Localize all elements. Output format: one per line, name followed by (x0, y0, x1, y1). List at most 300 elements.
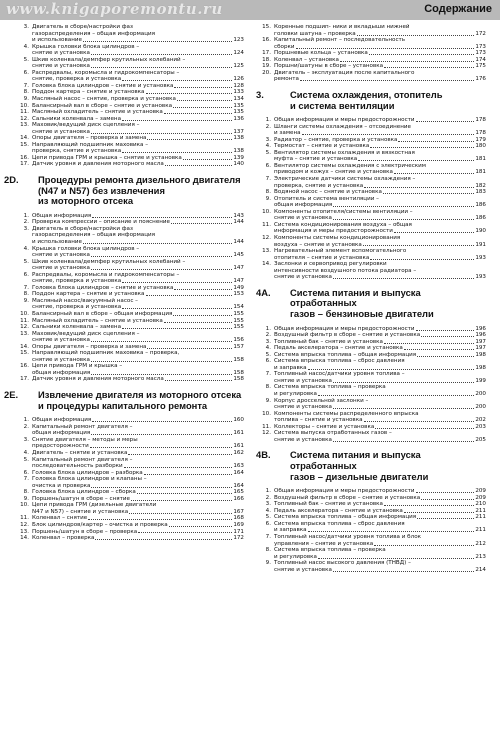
entry-text: Система впрыска топлива – общая информация (274, 351, 417, 358)
entry-number: 3. (23, 225, 29, 232)
entry-text: проверка, снятие и установка (274, 182, 364, 189)
entry-number: 5. (265, 351, 271, 358)
entry-page-number: 213 (475, 553, 486, 560)
entry-number: 3. (23, 24, 29, 30)
dot-leader (147, 348, 232, 349)
toc-entry (260, 547, 486, 560)
entry-text: Отопитель и система вентиляции – (274, 195, 379, 202)
section-title-line: газов – дизельные двигатели (290, 470, 429, 482)
entry-page-number: 199 (475, 377, 486, 384)
entry-text: Направляющий подшипник маховика – (32, 141, 149, 148)
entry-number: 3. (265, 338, 271, 345)
entry-number: 11. (20, 109, 29, 116)
entry-text: снятие и установка (274, 436, 332, 443)
dot-leader (128, 454, 232, 455)
entry-text: снятие и установка (32, 356, 90, 363)
entry-text: Общая информация и меры предосторожности (274, 488, 415, 495)
entry-page-number: 155 (233, 311, 244, 318)
dot-leader (383, 193, 474, 194)
entry-page-number: 138 (233, 135, 244, 142)
entry-text: Двигатель – снятие и установка (32, 449, 128, 456)
entry-number: 7. (265, 371, 271, 378)
entry-text: топлива – снятие и установка (274, 417, 363, 424)
entry-text: муфта – снятие и установка (274, 156, 358, 163)
entry-text: Воздушный фильтр в сборе – снятие и установка (274, 494, 421, 501)
entry-text: Распредвалы, коромысла и гидрокомпенсаторы – (32, 271, 180, 278)
entry-text: Масляный насос – снятие, проверка и установка (32, 96, 176, 103)
entry-text: снятие и установка (274, 274, 332, 281)
entry-number: 19. (262, 63, 271, 70)
entry-text: Коллекторы – снятие и установка (274, 423, 375, 430)
entry-page-number: 167 (233, 508, 244, 515)
entry-text: Двигатель – эксплуатация после капитального (274, 69, 415, 76)
entry-page-number: 178 (475, 117, 486, 124)
entry-number: 3. (23, 436, 29, 443)
dot-leader (92, 421, 232, 422)
toc-entry (260, 411, 486, 424)
entry-page-number: 138 (233, 148, 244, 155)
dot-leader (147, 139, 232, 140)
entry-text: Топливный бак – снятие и установка (274, 338, 383, 345)
entry-number: 13. (20, 528, 29, 535)
dot-leader (144, 474, 233, 475)
dot-leader (318, 558, 474, 559)
toc-entry (18, 476, 244, 489)
entry-page-number: 153 (233, 291, 244, 298)
dot-leader (174, 289, 232, 290)
entry-line (274, 76, 486, 83)
entry-text: Система впрыска топлива – общая информация (274, 514, 417, 521)
entry-page-number: 149 (233, 284, 244, 291)
entry-number: 9. (265, 397, 271, 404)
entry-number: 1. (23, 417, 29, 424)
dot-leader (131, 500, 232, 501)
entry-page-number: 171 (233, 528, 244, 535)
entry-text: снятие, проверка и установка (32, 76, 122, 83)
entry-number: 11. (262, 221, 271, 228)
dot-leader (369, 54, 474, 55)
entry-text: снятие и установка (32, 337, 90, 344)
entry-number: 15. (20, 350, 29, 357)
toc-entry (18, 437, 244, 450)
toc-entry (18, 246, 244, 259)
entry-page-number: 193 (475, 254, 486, 261)
entry-text: Маховик/ведущий диск сцепления – (32, 122, 140, 129)
entry-text: Коленвал – снятие (32, 515, 88, 522)
toc-entry (260, 534, 486, 547)
entry-text: Маховик/ведущий диск сцепления – (32, 330, 140, 337)
entry-number: 2. (265, 123, 271, 130)
entry-page-number: 173 (475, 50, 486, 57)
entry-text: Головка блока цилиндров и клапаны – (32, 476, 147, 483)
entry-text: Термостат – снятие и установка (274, 143, 370, 150)
dot-leader (95, 539, 232, 540)
dot-leader (421, 336, 474, 337)
entry-page-number: 136 (233, 115, 244, 122)
entry-text: Крышка головки блока цилиндров – (32, 245, 140, 252)
toc-entry (18, 298, 244, 311)
entry-number: 6. (265, 358, 271, 365)
entry-number: 12. (20, 115, 29, 122)
entry-text: Компоненты системы кондиционирования (274, 234, 401, 241)
dot-leader (91, 67, 232, 68)
entry-number: 10. (262, 208, 271, 215)
entry-text: Поддон картера – снятие и установка (32, 291, 145, 298)
entry-page-number: 210 (475, 501, 486, 508)
entry-text: информация и меры предосторожности (274, 228, 393, 235)
entry-text: общая информация (32, 430, 91, 437)
dot-leader (333, 206, 474, 207)
entry-text: Снятие двигателя – методы и меры (32, 436, 138, 443)
entry-page-number: 173 (475, 43, 486, 50)
entry-text: Шланги системы охлаждения – отсоединение (274, 123, 411, 130)
dot-leader (91, 487, 232, 488)
entry-text: Поршень/шатун в сборе – снятие (32, 495, 130, 502)
dot-leader (91, 361, 232, 362)
dot-leader (308, 369, 475, 370)
entry-page-number: 163 (233, 463, 244, 470)
entry-page-number: 200 (475, 404, 486, 411)
toc-entry (18, 424, 244, 437)
entry-text: и использование (32, 239, 82, 245)
entry-page-number: 158 (233, 356, 244, 363)
entry-number: 1. (265, 488, 271, 495)
section-title-line: Система охлаждения, отопитель (290, 88, 443, 100)
entry-page-number: 144 (233, 219, 244, 226)
section-number: 4B. (256, 449, 271, 461)
entry-number: 8. (23, 291, 29, 298)
entry-text: Общая информация и меры предосторожности (274, 117, 415, 124)
entry-page-number: 182 (475, 182, 486, 189)
entry-text: и регулировка (274, 391, 317, 398)
dot-leader (300, 80, 474, 81)
entry-number: 8. (265, 189, 271, 196)
entry-text: снятие и установка (274, 404, 332, 411)
entry-number: 13. (262, 248, 271, 255)
entry-page-number: 124 (233, 50, 244, 57)
entry-text: Масляный охладитель – снятие и установка (32, 109, 163, 116)
dot-leader (296, 48, 475, 49)
entry-text: Сальники коленвала – замена (32, 115, 121, 122)
entry-number: 6. (23, 69, 29, 76)
entry-text: Шкив коленвала/демпфер крутильных колебаний – (32, 258, 186, 265)
dot-leader (91, 54, 232, 55)
entry-text: снятие и установка (32, 50, 90, 57)
entry-number: 12. (262, 234, 271, 241)
toc-entry (260, 430, 486, 443)
section-title-line: и система вентиляции (290, 99, 395, 111)
entry-number: 3. (265, 136, 271, 143)
toc-entry (18, 535, 244, 542)
entry-page-number: 179 (475, 136, 486, 143)
dot-leader (91, 133, 232, 134)
section-number: 3. (256, 88, 264, 100)
toc-entry (18, 457, 244, 470)
dot-leader (171, 223, 232, 224)
entry-text: Датчик уровня и давления моторного масла (32, 376, 164, 383)
entry-number: 7. (23, 476, 29, 483)
entry-text: предосторожности (32, 443, 89, 450)
entry-text: Балансирный вал в сборе – снятие и установка (32, 102, 172, 109)
entry-page-number: 176 (475, 76, 486, 83)
entry-text: Масляный насос/вакуумный насос – (32, 297, 138, 304)
entry-text: снятие и установка (274, 566, 332, 573)
entry-page-number: 126 (233, 76, 244, 83)
entry-text: Топливный бак – снятие и установка (274, 501, 383, 508)
entry-number: 11. (262, 423, 271, 430)
section-title-line: Система питания и выпуска отработанных (290, 449, 421, 471)
entry-text: Блок цилиндров/картер – очистка и проверка (32, 521, 168, 528)
entry-page-number: 155 (233, 317, 244, 324)
entry-text: Радиатор – снятие, проверка и установка (274, 136, 398, 143)
entry-number: 5. (23, 56, 29, 63)
entry-number: 10. (262, 410, 271, 417)
entry-text: Двигатель в сборе/настройки фаз (32, 225, 133, 232)
entry-page-number: 193 (475, 274, 486, 281)
dot-leader (358, 160, 474, 161)
entry-number: 2. (23, 219, 29, 226)
entry-text: снятие и установка (274, 377, 332, 384)
toc-entry (18, 226, 244, 246)
toc-entry (260, 150, 486, 163)
entry-text: Шкив коленвала/демпфер крутильных колебаний – (32, 56, 186, 63)
entry-text: Система впрыска топлива – проверка (274, 547, 386, 554)
entry-page-number: 144 (233, 239, 244, 245)
entry-page-number: 135 (233, 109, 244, 116)
entry-page-number: 160 (233, 417, 244, 424)
entry-page-number: 183 (475, 189, 486, 196)
entry-number: 4. (23, 245, 29, 252)
entry-line (32, 161, 244, 168)
section-title-line: Извлечение двигателя из моторного отсека (38, 389, 242, 401)
entry-text: Капитальный ремонт – последовательность (274, 37, 406, 44)
entry-page-number: 139 (233, 154, 244, 161)
entry-page-number: 196 (475, 332, 486, 339)
entry-page-number: 134 (233, 96, 244, 103)
dot-leader (173, 315, 232, 316)
dot-leader (384, 67, 474, 68)
dot-leader (416, 330, 475, 331)
toc-entry (260, 209, 486, 222)
entry-number: 1. (265, 325, 271, 332)
entry-number: 17. (20, 376, 29, 383)
entry-number: 9. (23, 495, 29, 502)
dot-leader (164, 113, 233, 114)
dot-leader (137, 493, 232, 494)
toc-entry (18, 259, 244, 272)
section-title-line: Система питания и выпуска отработанных (290, 286, 421, 309)
toc-left-column (4, 24, 244, 542)
entry-page-number: 198 (475, 351, 486, 358)
toc-entry (260, 70, 486, 83)
entry-page-number: 162 (233, 449, 244, 456)
entry-page-number: 137 (233, 128, 244, 135)
section-title-line: газов – бензиновые двигатели (290, 307, 434, 319)
toc-entry (18, 142, 244, 155)
entry-text: Вентилятор системы охлаждения с электрическим (274, 162, 427, 169)
dot-leader (394, 232, 474, 233)
dot-leader (333, 571, 474, 572)
entry-number: 14. (20, 343, 29, 350)
entry-text: Топливный насос/датчики уровня топлива – (274, 371, 405, 378)
entry-text: Компоненты системы распределенного впрыска (274, 410, 419, 417)
toc-entry (18, 161, 244, 168)
dot-leader (308, 531, 475, 532)
dot-leader (122, 152, 232, 153)
entry-text: интенсивности воздушного потока радиатора – (274, 267, 417, 274)
section-heading (4, 174, 244, 207)
entry-number: 7. (23, 284, 29, 291)
dot-leader (169, 526, 233, 527)
dot-leader (173, 107, 232, 108)
dot-leader (174, 87, 232, 88)
entry-page-number: 200 (475, 391, 486, 398)
entry-page-number: 202 (475, 417, 486, 424)
dot-leader (146, 93, 233, 94)
dot-leader (164, 322, 233, 323)
entry-text: Головка блока цилиндров – разборка (32, 469, 143, 476)
entry-number: 4. (23, 43, 29, 50)
entry-page-number: 165 (233, 489, 244, 496)
entry-page-number: 140 (233, 161, 244, 168)
entry-line (274, 567, 486, 574)
entry-number: 7. (265, 176, 271, 183)
section-heading (256, 449, 486, 482)
toc-entry (260, 37, 486, 50)
entry-text: Проверка компрессии – описание и пояснение (32, 219, 170, 226)
section-number: 2D. (4, 174, 19, 186)
dot-leader (363, 245, 474, 246)
dot-leader (333, 382, 474, 383)
entry-text: Заслонки и сервопривод регулировки (274, 261, 387, 268)
entry-page-number: 209 (475, 494, 486, 501)
dot-leader (333, 441, 474, 442)
entry-page-number: 164 (233, 482, 244, 489)
entry-text: Электрические датчики системы охлаждения – (274, 176, 416, 183)
entry-number: 18. (262, 56, 271, 63)
entry-text: ремонта (274, 76, 299, 83)
entry-page-number: 203 (475, 423, 486, 430)
entry-page-number: 169 (233, 521, 244, 528)
dot-leader (416, 121, 475, 122)
entry-page-number: 147 (233, 278, 244, 285)
entry-page-number: 197 (475, 338, 486, 345)
entry-page-number: 147 (233, 265, 244, 272)
entry-text: Опоры двигателя – проверка и замена (32, 343, 147, 350)
entry-text: отопителя – снятие и установка (274, 254, 370, 261)
entry-text: Вентилятор системы охлаждения и вязкостная (274, 149, 415, 156)
entry-text: Опоры двигателя – проверка и замена (32, 135, 147, 142)
section-title-line: (N47 и N57) без извлечения (38, 184, 165, 196)
entry-text: Коренные подшип- ники и вкладыши нижней (274, 24, 410, 30)
entry-number: 11. (20, 515, 29, 522)
dot-leader (165, 380, 233, 381)
entry-number: 15. (262, 24, 271, 30)
toc-entry (260, 176, 486, 189)
entry-text: общая информация (32, 369, 91, 376)
entry-text: Головка блока цилиндров – снятие и установка (32, 284, 174, 291)
entry-number: 17. (20, 161, 29, 168)
entry-text: Система выпуска отработанных газов – (274, 430, 392, 437)
entry-text: снятие и установка (32, 265, 90, 272)
entry-text: и регулировка (274, 553, 317, 560)
entry-text: Головка блока цилиндров – снятие и установка (32, 82, 174, 89)
dot-leader (92, 217, 232, 218)
entry-page-number: 145 (233, 252, 244, 259)
entry-number: 4. (23, 449, 29, 456)
entry-text: сборки (274, 43, 295, 50)
dot-leader (370, 259, 474, 260)
entry-number: 6. (265, 520, 271, 527)
entry-text: и заправка (274, 527, 307, 534)
entry-text: Топливный насос высокого давления (ТНВД) – (274, 560, 411, 567)
dot-leader (398, 141, 474, 142)
toc-entry (18, 272, 244, 285)
dot-leader (138, 532, 232, 533)
toc-entry (18, 44, 244, 57)
entry-text: Система впрыска топлива – сброс давления (274, 358, 405, 365)
toc-entry (18, 57, 244, 70)
entry-number: 6. (23, 469, 29, 476)
dot-leader (370, 147, 474, 148)
entry-text: Поддон картера – снятие и установка (32, 89, 145, 96)
entry-number: 6. (23, 271, 29, 278)
entry-text: головки шатуна – проверка (274, 30, 356, 37)
entry-line (32, 376, 244, 383)
section-heading (4, 389, 244, 411)
entry-text: Цепи привода ГРМ (дизельные двигатели (32, 502, 157, 509)
entry-text: Масляный охладитель – снятие и установка (32, 317, 163, 324)
entry-text: общая информация (274, 202, 333, 209)
entry-text: снятие и установка (32, 128, 90, 135)
entry-text: Компоненты отопителя/системы вентиляции – (274, 208, 413, 215)
dot-leader (146, 295, 233, 296)
entry-page-number: 211 (475, 507, 486, 514)
dot-leader (384, 343, 474, 344)
entry-text: снятие и установка (32, 63, 90, 70)
entry-number: 5. (23, 456, 29, 463)
page-header (0, 0, 500, 20)
dot-leader (364, 187, 474, 188)
entry-text: Капитальный ремонт двигателя – (32, 456, 133, 463)
entry-page-number: 214 (475, 566, 486, 573)
dot-leader (421, 499, 474, 500)
entry-number: 13. (20, 330, 29, 337)
entry-text: снятие, проверка и установка (32, 304, 122, 311)
entry-page-number: 135 (233, 102, 244, 109)
entry-page-number: 164 (233, 469, 244, 476)
entry-text: Общая информация (32, 212, 92, 219)
entry-page-number: 180 (475, 143, 486, 150)
entry-text: Двигатель в сборе/настройки фаз (32, 24, 133, 30)
section-title-line: и процедуры капитального ремонта (38, 399, 208, 411)
toc-entry (260, 371, 486, 384)
entry-text: Балансирный вал в сборе – общая информация (32, 311, 173, 318)
entry-number: 10. (20, 102, 29, 109)
entry-page-number: 205 (475, 436, 486, 443)
entry-page-number: 178 (475, 130, 486, 137)
entry-number: 9. (23, 96, 29, 103)
entry-line (274, 274, 486, 281)
entry-page-number: 197 (475, 345, 486, 352)
entry-page-number: 158 (233, 369, 244, 376)
entry-text: снятие, проверка и установка (32, 278, 122, 285)
entry-text: Сальники коленвала – замена (32, 324, 121, 331)
dot-leader (90, 447, 233, 448)
dot-leader (333, 219, 474, 220)
dot-leader (91, 256, 232, 257)
entry-text: управления – снятие и установка (274, 540, 374, 547)
